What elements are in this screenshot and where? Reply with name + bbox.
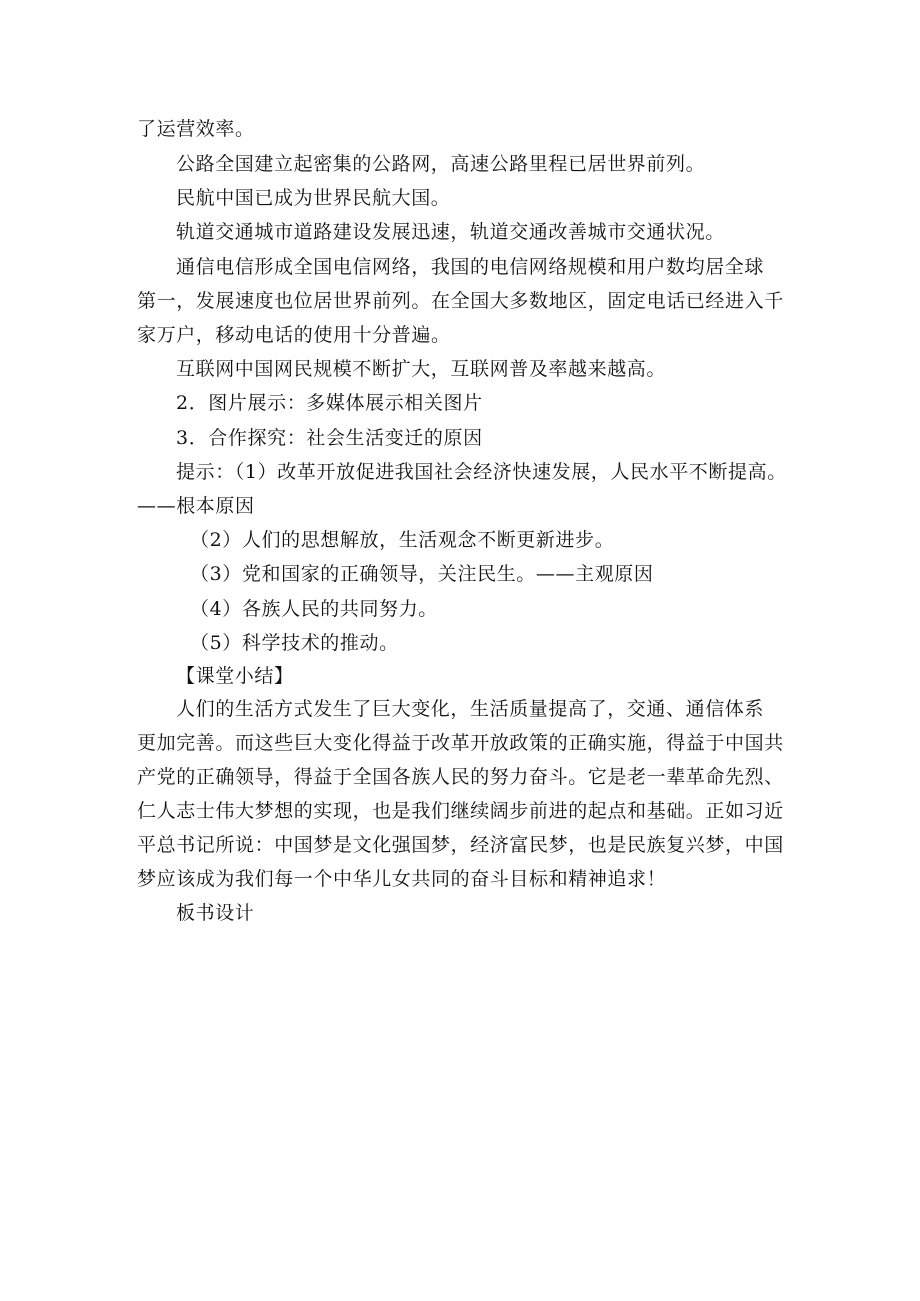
text-line-summary-5: 平总书记所说：中国梦是文化强国梦，经济富民梦，也是民族复兴梦，中国 [137, 834, 784, 856]
text-line-internet: 互联网中国网民规模不断扩大，互联网普及率越来越高。 [176, 358, 667, 380]
section-heading-summary: 【课堂小结】 [176, 665, 294, 687]
text-line-summary-1: 人们的生活方式发生了巨大变化，生活质量提高了，交通、通信体系 [176, 698, 765, 720]
text-line-hint-1: 提示：（1）改革开放促进我国社会经济快速发展，人民水平不断提高。 [176, 461, 787, 483]
text-line-hint-4: （4）各族人民的共同努力。 [190, 598, 438, 620]
text-line-telecom-2: 第一，发展速度也位居世界前列。在全国大多数地区，固定电话已经进入千 [137, 290, 784, 312]
text-line-hint-2: （2）人们的思想解放，生活观念不断更新进步。 [190, 529, 615, 551]
text-line-aviation: 民航中国已成为世界民航大国。 [176, 187, 451, 209]
text-line-rail: 轨道交通城市道路建设发展迅速，轨道交通改善城市交通状况。 [176, 221, 725, 243]
text-line-highway: 公路全国建立起密集的公路网，高速公路里程已居世界前列。 [176, 153, 706, 175]
text-line-item-2: 2．图片展示：多媒体展示相关图片 [176, 392, 483, 414]
text-line-item-3: 3．合作探究：社会生活变迁的原因 [176, 427, 483, 449]
text-line-telecom-3: 家万户，移动电话的使用十分普遍。 [137, 324, 451, 346]
text-line-hint-3: （3）党和国家的正确领导，关注民生。——主观原因 [190, 563, 654, 585]
text-line-summary-3: 产党的正确领导，得益于全国各族人民的努力奋斗。它是老一辈革命先烈、 [137, 766, 784, 788]
text-line-hint-1b: ——根本原因 [137, 495, 255, 517]
text-line-telecom-1: 通信电信形成全国电信网络，我国的电信网络规模和用户数均居全球 [176, 256, 765, 278]
section-heading-board-design: 板书设计 [176, 902, 255, 924]
text-line-summary-6: 梦应该成为我们每一个中华儿女共同的奋斗目标和精神追求！ [137, 868, 667, 890]
text-line-1: 了运营效率。 [137, 118, 255, 140]
text-line-hint-5: （5）科学技术的推动。 [190, 632, 399, 654]
text-line-summary-2: 更加完善。而这些巨大变化得益于改革开放政策的正确实施，得益于中国共 [137, 732, 784, 754]
text-line-summary-4: 仁人志士伟大梦想的实现，也是我们继续阔步前进的起点和基础。正如习近 [137, 800, 784, 822]
